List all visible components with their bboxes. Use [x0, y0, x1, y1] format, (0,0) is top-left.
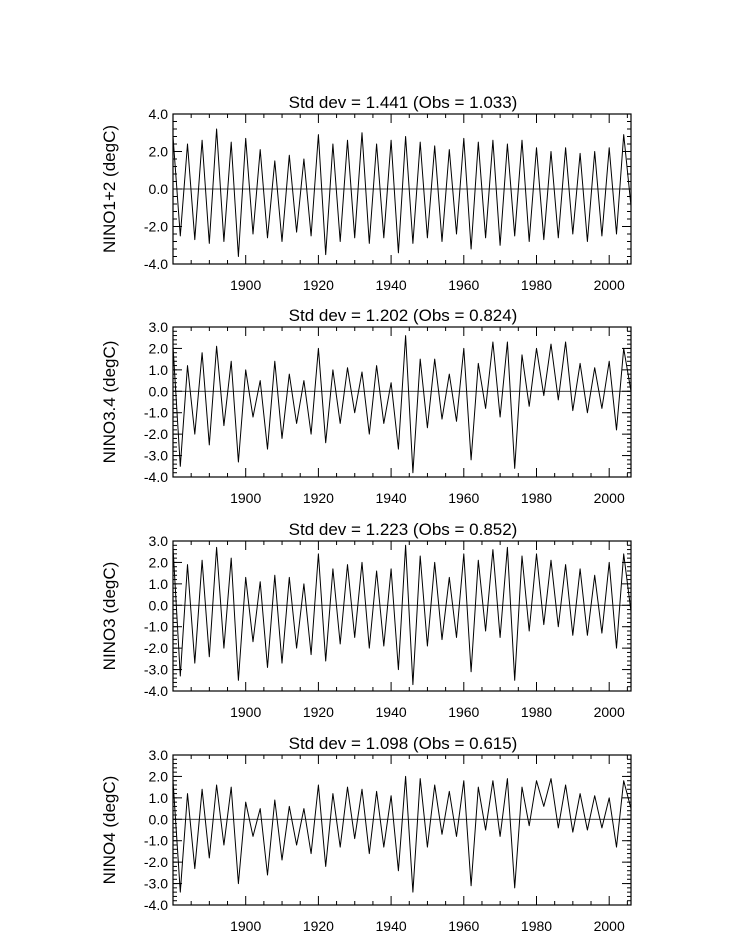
- y-tick-label: 1.0: [148, 361, 168, 378]
- y-axis-label: NINO3 (degC): [100, 561, 119, 671]
- y-tick-label: 3.0: [148, 319, 168, 335]
- y-axis-label: NINO3.4 (degC): [100, 340, 119, 464]
- y-tick-label: 3.0: [148, 747, 168, 763]
- x-tick-label: 1960: [448, 918, 480, 934]
- x-tick-label: 1980: [520, 277, 553, 293]
- chart-panel-1: [100, 93, 631, 293]
- x-tick-label: 1980: [520, 704, 553, 720]
- chart-title: Std dev = 1.223 (Obs = 0.852): [288, 520, 518, 539]
- y-tick-label: -4.0: [143, 683, 168, 699]
- x-tick-label: 1900: [230, 490, 262, 506]
- y-tick-label: 2.0: [148, 340, 168, 357]
- y-tick-label: -2.0: [143, 218, 168, 235]
- chart-title: Std dev = 1.202 (Obs = 0.824): [288, 306, 518, 325]
- series-line-nino3-4: [173, 336, 631, 473]
- y-tick-label: 0.0: [148, 811, 168, 828]
- y-tick-label: 2.0: [148, 768, 168, 785]
- x-tick-label: 1900: [230, 277, 262, 293]
- x-tick-label: 1900: [230, 704, 262, 720]
- x-tick-label: 1900: [230, 918, 262, 934]
- x-tick-label: 2000: [593, 704, 625, 720]
- x-tick-label: 2000: [593, 277, 625, 293]
- y-tick-label: -2.0: [143, 854, 168, 871]
- series-line-nino1-2: [173, 129, 631, 257]
- chart-panel-2: [100, 306, 631, 506]
- x-tick-label: 1940: [375, 490, 407, 506]
- y-tick-label: 2.0: [148, 143, 168, 160]
- y-tick-label: 0.0: [148, 383, 168, 400]
- y-tick-label: -4.0: [143, 897, 168, 913]
- x-tick-label: 1940: [375, 704, 407, 720]
- y-tick-label: 0.0: [148, 597, 168, 614]
- x-tick-label: 1940: [375, 277, 407, 293]
- y-tick-label: -1.0: [143, 618, 168, 635]
- y-axis-label: NINO4 (degC): [100, 775, 119, 885]
- y-tick-label: -3.0: [143, 875, 168, 892]
- y-tick-label: -4.0: [143, 256, 168, 272]
- x-tick-label: 1980: [520, 490, 553, 506]
- x-tick-label: 1920: [302, 490, 334, 506]
- x-tick-label: 1960: [448, 704, 480, 720]
- chart-title: Std dev = 1.441 (Obs = 1.033): [288, 93, 518, 112]
- x-tick-label: 1960: [448, 490, 480, 506]
- x-tick-label: 1920: [302, 704, 334, 720]
- x-tick-label: 1960: [448, 277, 480, 293]
- y-tick-label: 0.0: [148, 181, 168, 197]
- x-tick-label: 2000: [593, 490, 625, 506]
- y-tick-label: -2.0: [143, 426, 168, 443]
- chart-title: Std dev = 1.098 (Obs = 0.615): [288, 734, 518, 753]
- y-tick-label: 4.0: [148, 106, 168, 122]
- y-tick-label: 1.0: [148, 789, 168, 806]
- y-tick-label: 1.0: [148, 575, 168, 592]
- chart-panel-4: [100, 734, 631, 934]
- x-tick-label: 1920: [302, 277, 334, 293]
- y-axis-label: NINO1+2 (degC): [100, 124, 119, 254]
- chart-panel-3: [100, 520, 631, 720]
- y-tick-label: 2.0: [148, 554, 168, 571]
- y-tick-label: -1.0: [143, 832, 168, 849]
- y-tick-label: -1.0: [143, 404, 168, 421]
- y-tick-label: 3.0: [148, 533, 168, 549]
- plot-frame: [173, 327, 631, 477]
- x-tick-label: 1920: [302, 918, 334, 934]
- y-tick-label: -2.0: [143, 640, 168, 657]
- x-tick-label: 2000: [593, 918, 625, 934]
- y-tick-label: -3.0: [143, 661, 168, 678]
- series-line-nino3: [173, 545, 631, 684]
- y-tick-label: -3.0: [143, 447, 168, 464]
- x-tick-label: 1980: [520, 918, 553, 934]
- series-line-nino4: [173, 776, 631, 892]
- y-tick-label: -4.0: [143, 469, 168, 485]
- x-tick-label: 1940: [375, 918, 407, 934]
